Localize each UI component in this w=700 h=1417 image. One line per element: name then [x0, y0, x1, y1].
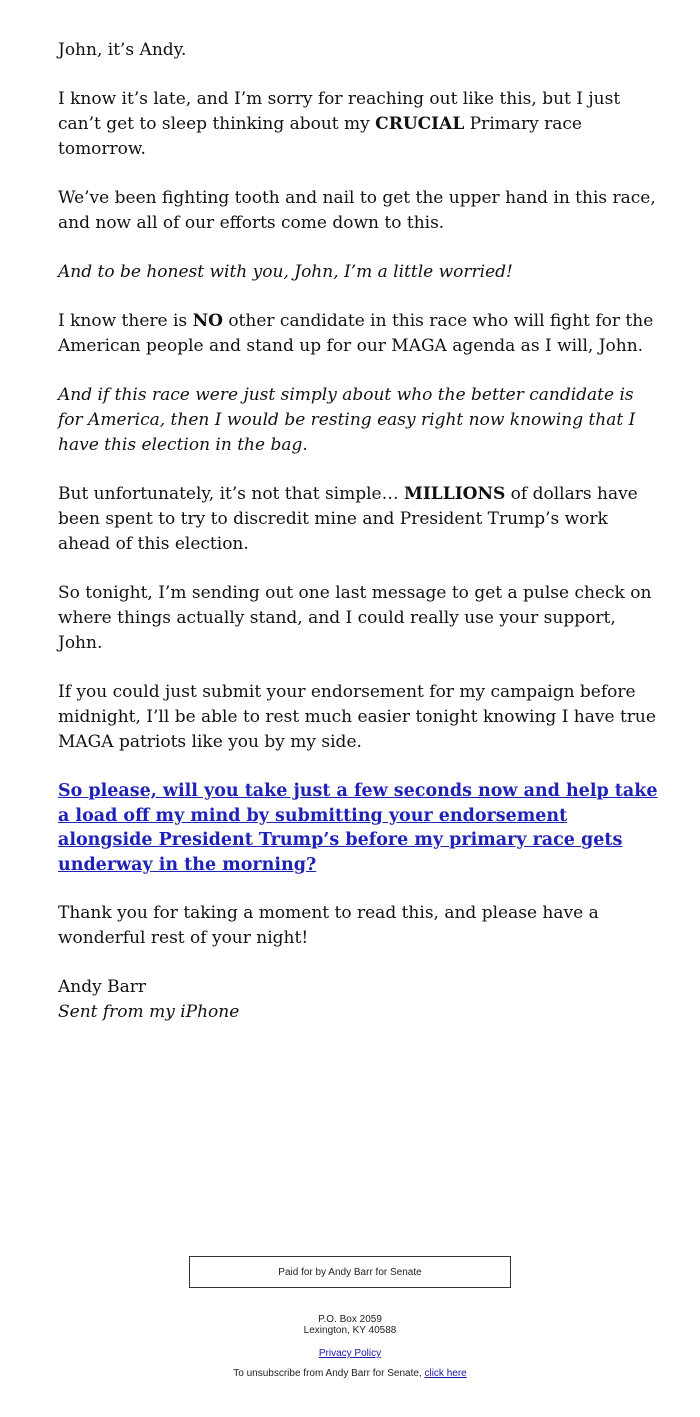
greeting: John, it’s Andy. — [58, 40, 187, 60]
address-line-1: P.O. Box 2059 — [318, 1314, 382, 1325]
paragraph-pulse-check: So tonight, I’m sending out one last message to get a pulse check on where things actually stand, and I could really use your support, John. — [58, 583, 652, 653]
paragraph-millions — [58, 482, 658, 557]
signature — [58, 975, 658, 1025]
address-line-2: Lexington, KY 40588 — [303, 1325, 397, 1336]
unsubscribe-text: To unsubscribe from Andy Barr for Senate, — [233, 1368, 425, 1379]
crucial-emphasis: CRUCIAL — [375, 114, 465, 134]
paragraph-better-candidate: And if this race were just simply about who the better candidate is for America, then I would be resting easy right now knowing that I have this election in the bag. — [58, 385, 636, 455]
paragraph-late-night-text-a: I know it’s late, and I’m sorry for reaching out like this, but I just can’t get to sleep thinking about my — [58, 89, 621, 134]
paid-for-disclaimer-box — [189, 1256, 511, 1288]
paragraph-thank-you: Thank you for taking a moment to read this, and please have a wonderful rest of your night! — [58, 903, 599, 948]
endorsement-cta-link[interactable]: So please, will you take just a few seconds now and help take a load off my mind by submitting your endorsement alongside President Trump’s before my primary race gets underway in the morning? — [58, 781, 658, 875]
paragraph-no-other-candidate — [58, 309, 658, 359]
paragraph-late-night — [58, 87, 658, 162]
no-emphasis: NO — [192, 311, 223, 331]
unsubscribe-link[interactable]: click here — [424, 1368, 467, 1379]
paragraph-no-other-text-b: other candidate in this race who will fight for the American people and stand up for our MAGA agenda as I will, John. — [58, 311, 654, 356]
paragraph-endorsement: If you could just submit your endorsement for my campaign before midnight, I’ll be able to rest much easier tonight knowing I have true MAGA patriots like you by my side. — [58, 682, 656, 752]
paragraph-millions-text-b: of dollars have been spent to try to discredit mine and President Trump’s work ahead of this election. — [58, 484, 638, 554]
millions-emphasis: MILLIONS — [404, 484, 506, 504]
paid-for-text: Paid for by Andy Barr for Senate — [278, 1266, 422, 1278]
unsubscribe-row — [0, 1368, 700, 1379]
cta-paragraph — [58, 779, 658, 877]
paragraph-fighting: We’ve been fighting tooth and nail to get the upper hand in this race, and now all of our efforts come down to this. — [58, 188, 656, 233]
mailing-address — [0, 1314, 700, 1336]
paragraph-no-other-text-a: I know there is — [58, 311, 193, 331]
paragraph-late-night-text-b: Primary race tomorrow. — [58, 114, 582, 159]
signature-sent-from: Sent from my iPhone — [58, 1002, 240, 1022]
signature-name: Andy Barr — [58, 977, 146, 997]
paragraph-worried: And to be honest with you, John, I’m a little worried! — [58, 262, 513, 282]
paragraph-millions-text-a: But unfortunately, it’s not that simple… — [58, 484, 405, 504]
privacy-policy-link[interactable]: Privacy Policy — [318, 1348, 382, 1359]
privacy-policy-row — [0, 1348, 700, 1359]
email-body — [58, 38, 658, 1025]
